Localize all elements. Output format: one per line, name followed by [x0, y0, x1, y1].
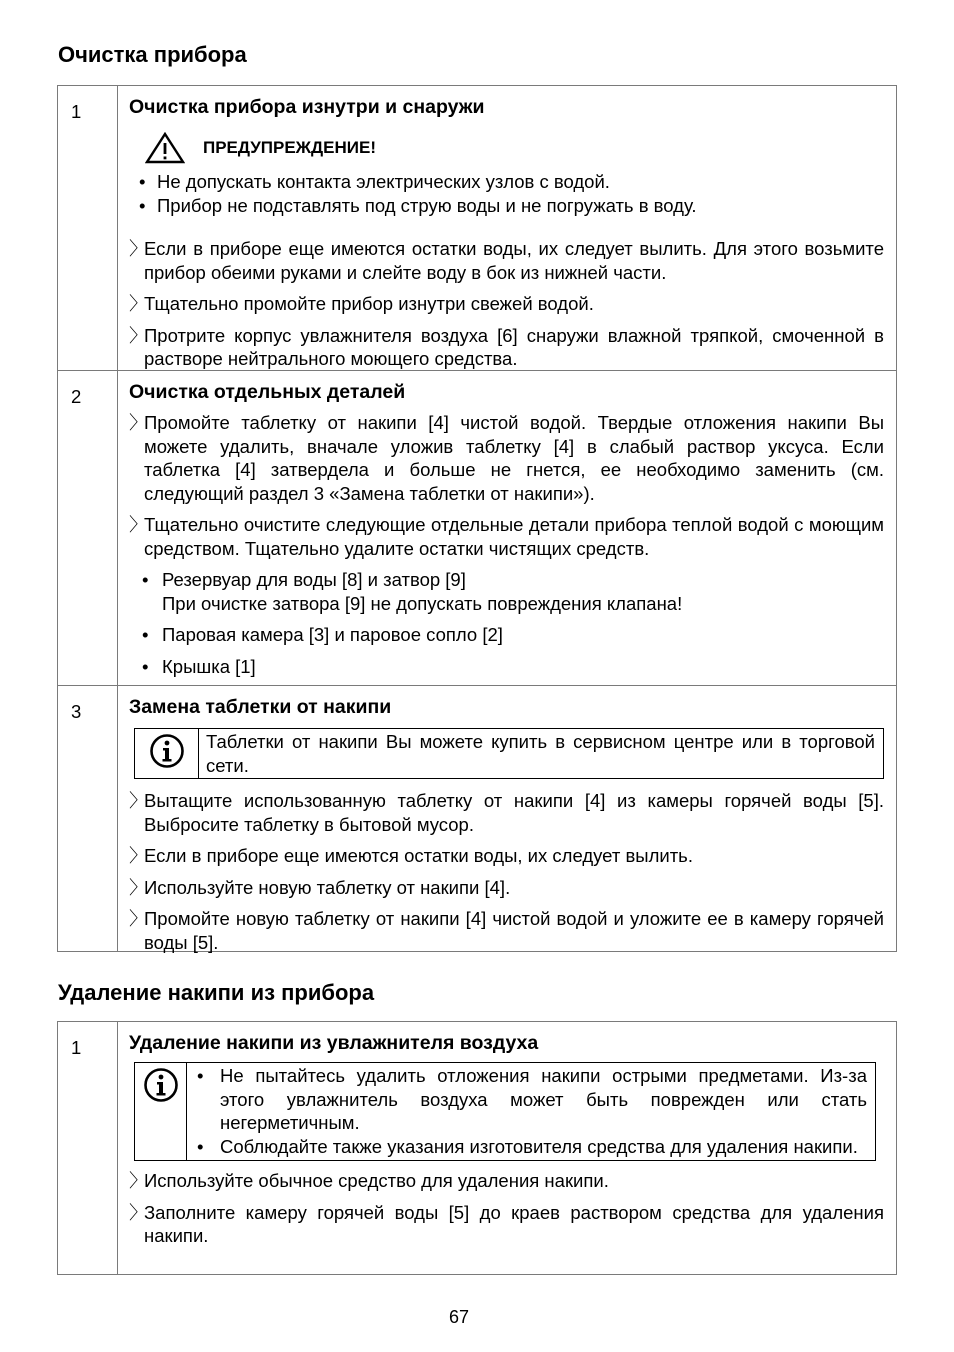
list-item: • Не пытайтесь удалить отложения накипи острыми предметами. Из-за этого увлажнитель воздуха может быть поврежден или стать негерметичным.: [193, 1064, 867, 1135]
row-title: Очистка прибора изнутри и снаружи: [129, 96, 485, 118]
info-list: [193, 1064, 867, 1158]
instruction-step: 〉 Промойте новую таблетку от накипи [4] чистой водой и уложите ее в камеру горячей воды [5].: [129, 908, 884, 953]
info-text: [187, 1063, 875, 1160]
section-title-cleaning: Очистка прибора: [58, 42, 247, 67]
descaling-table: [57, 1021, 897, 1275]
row-number: 2: [58, 371, 118, 685]
instruction-step: 〉 Промойте таблетку от накипи [4] чистой водой. Твердые отложения накипи Вы можете удалить, вначале уложив таблетку [4] в слабый раствор уксуса. Если таблетка [4] затвердела и больше не гнется, ее необходимо заменить (см. следующий раздел 3 «Замена таблетки от накипи»).: [129, 412, 884, 504]
info-icon-cell: [135, 1063, 187, 1160]
row-content: [118, 1022, 896, 1274]
step-arrow-icon: 〉: [129, 412, 148, 433]
instruction-step: 〉 Заполните камеру горячей воды [5] до краев раствором средства для удаления накипи.: [129, 1201, 884, 1246]
row-number: 1: [58, 1022, 118, 1274]
step-arrow-icon: 〉: [129, 1201, 148, 1223]
instruction-step: 〉 Если в приборе еще имеются остатки воды, их следует вылить. Для этого возьмите прибор обеими руками и слейте воду в бок из нижней части.: [129, 238, 884, 283]
sub-item-note: При очистке затвора [9] не допускать повреждения клапана!: [162, 592, 683, 614]
row-number: 1: [58, 86, 118, 370]
row-content: [118, 686, 896, 951]
table-row: [58, 86, 896, 370]
table-row: [58, 685, 896, 951]
sub-item: • Крышка [1]: [129, 655, 884, 679]
warning-list: [129, 170, 884, 217]
instruction-step: 〉 Используйте обычное средство для удаления накипи.: [129, 1170, 609, 1191]
step-arrow-icon: 〉: [129, 514, 148, 535]
info-box: [134, 728, 884, 779]
row-number: 3: [58, 686, 118, 951]
warning-label: ПРЕДУПРЕЖДЕНИЕ!: [203, 138, 376, 158]
instruction-step: 〉 Используйте новую таблетку от накипи [4].: [129, 876, 511, 898]
info-text: Таблетки от накипи Вы можете купить в сервисном центре или в торговой сети.: [206, 731, 875, 776]
info-icon: [143, 1067, 179, 1103]
step-arrow-icon: 〉: [129, 790, 148, 811]
table-row: [58, 1022, 896, 1274]
list-item: • Прибор не подставлять под струю воды и не погружать в воду.: [129, 194, 884, 218]
list-item: • Соблюдайте также указания изготовителя средства для удаления накипи.: [193, 1135, 867, 1159]
row-content: [118, 371, 896, 685]
instruction-step: 〉 Если в приборе еще имеются остатки воды, их следует вылить.: [129, 845, 693, 866]
step-arrow-icon: 〉: [129, 324, 148, 346]
instruction-step: 〉 Протрите корпус увлажнителя воздуха [6] снаружи влажной тряпкой, смоченной в растворе нейтрального моющего средства.: [129, 324, 884, 369]
section-title-descaling: Удаление накипи из прибора: [58, 980, 375, 1005]
row-title: Удаление накипи из увлажнителя воздуха: [129, 1032, 539, 1054]
warning-header: [145, 132, 884, 164]
cleaning-table: [57, 85, 897, 952]
step-arrow-icon: 〉: [129, 876, 148, 898]
sub-item: • Резервуар для воды [8] и затвор [9] При очистке затвора [9] не допускать повреждения клапана!: [129, 568, 884, 615]
info-icon-cell: [135, 729, 199, 778]
list-item: • Не допускать контакта электрических узлов с водой.: [129, 170, 884, 194]
instruction-step: 〉 Вытащите использованную таблетку от накипи [4] из камеры горячей воды [5]. Выбросите таблетку в бытовой мусор.: [129, 790, 884, 835]
sub-item: • Паровая камера [3] и паровое сопло [2]: [129, 623, 884, 647]
row-title: Замена таблетки от накипи: [129, 696, 392, 718]
row-title: Очистка отдельных деталей: [129, 381, 406, 403]
step-arrow-icon: 〉: [129, 1170, 148, 1191]
info-icon: [149, 733, 185, 769]
step-arrow-icon: 〉: [129, 845, 148, 866]
page-number: 67: [448, 1307, 470, 1327]
step-arrow-icon: 〉: [129, 238, 148, 259]
instruction-step: 〉 Тщательно промойте прибор изнутри свежей водой.: [129, 293, 594, 314]
step-arrow-icon: 〉: [129, 293, 148, 314]
info-box: [134, 1062, 876, 1161]
step-arrow-icon: 〉: [129, 908, 148, 929]
instruction-step: 〉 Тщательно очистите следующие отдельные детали прибора теплой водой с моющим средством. Тщательно удалите остатки чистящих средств.: [129, 514, 884, 559]
table-row: [58, 370, 896, 685]
warning-triangle-icon: [145, 132, 185, 164]
row-content: [118, 86, 896, 370]
